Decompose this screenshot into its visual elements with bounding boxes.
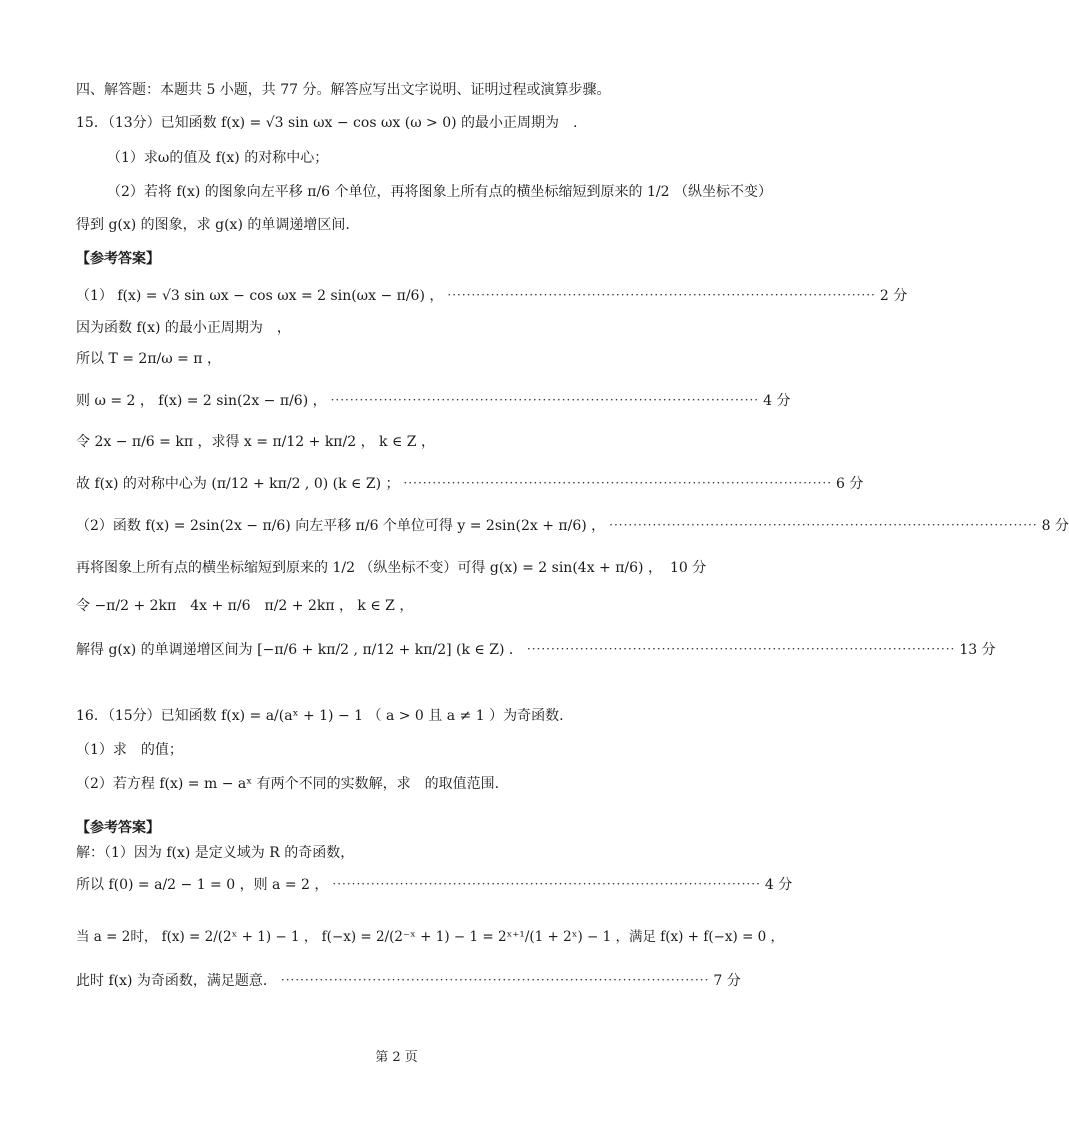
q16-stem: 16．（15分）已知函数 f(x) = a/(aˣ + 1) − 1 （ a > 0 且 a ≠ 1 ）为奇函数. (76, 708, 564, 724)
score: 4 分 (763, 393, 791, 409)
dot-leader: ························································································· (447, 288, 876, 302)
score: 4 分 (764, 877, 793, 893)
q15-part1: （1）求ω的值及 f(x) 的对称中心； (107, 150, 329, 166)
sol15-line4: 则 ω = 2 ， f(x) = 2 sin(2x − π/6) ， ························································································· 4 分 (76, 388, 690, 412)
sol15-line8: 再将图象上所有点的横坐标缩短到原来的 1/2 （纵坐标不变）可得 g(x) = 2 sin(4x + π/6) ， 10 分 (76, 555, 690, 579)
score: 13 分 (959, 642, 996, 658)
sol15-line9: 令 −π/2 + 2kπ 4x + π/6 π/2 + 2kπ ， k ∈ Z ， (76, 598, 414, 614)
dot-leader: ························································································· (609, 518, 1038, 532)
q16-part1: （1）求 的值； (76, 742, 183, 758)
answer-heading-15: 【参考答案】 (76, 251, 160, 267)
section-header: 四、解答题：本题共 5 小题，共 77 分。解答应写出文字说明、证明过程或演算步骤。 (76, 82, 611, 98)
dot-leader: ························································································· (403, 476, 833, 490)
sol15-line2: 因为函数 f(x) 的最小正周期为 ， (76, 320, 291, 336)
q15-stem: 15．（13分）已知函数 f(x) = √3 sin ωx − cos ωx (ω > 0) 的最小正周期为 . (76, 115, 578, 131)
dot-leader: ························································································· (332, 877, 761, 891)
sol16-line4: 此时 f(x) 为奇函数，满足题意． ························································································· 7 分 (76, 968, 690, 992)
sol15-line5: 令 2x − π/6 = kπ ，求得 x = π/12 + kπ/2 ， k ∈ Z ， (76, 434, 435, 450)
dot-leader: ························································································· (526, 642, 956, 656)
score: 2 分 (879, 288, 908, 304)
page-number: 第 2 页 (375, 1050, 418, 1065)
sol15-line1: （1） f(x) = √3 sin ωx − cos ωx = 2 sin(ωx − π/6) ， ························································································· 2 分 (76, 283, 690, 307)
answer-heading-16: 【参考答案】 (76, 820, 160, 836)
q15-part2a: （2）若将 f(x) 的图象向左平移 π/6 个单位，再将图象上所有点的横坐标缩短到原来的 1/2 （纵坐标不变） (107, 184, 772, 200)
score: 8 分 (1041, 518, 1069, 534)
score: 7 分 (713, 973, 741, 989)
sol16-line2: 所以 f(0) = a/2 − 1 = 0 ，则 a = 2 ， ························································································· 4 分 (76, 872, 690, 896)
sol15-line6: 故 f(x) 的对称中心为 (π/12 + kπ/2 , 0) (k ∈ Z) ； ························································································· 6 分 (76, 471, 690, 495)
sol15-line3: 所以 T = 2π/ω = π ， (76, 351, 221, 367)
sol15-line7: （2）函数 f(x) = 2sin(2x − π/6) 向左平移 π/6 个单位可得 y = 2sin(2x + π/6) ， ························································································· 8 分 (76, 513, 690, 537)
sol15-line10: 解得 g(x) 的单调递增区间为 [−π/6 + kπ/2 , π/12 + kπ/2] (k ∈ Z) ． ························································································· 13 分 (76, 637, 690, 661)
score: 10 分 (669, 560, 707, 576)
q15-part2b: 得到 g(x) 的图象，求 g(x) 的单调递增区间. (76, 217, 350, 233)
dot-leader: ························································································· (330, 393, 760, 407)
q16-part2: （2）若方程 f(x) = m − aˣ 有两个不同的实数解，求 的取值范围. (76, 776, 500, 792)
sol16-line3: 当 a = 2时， f(x) = 2/(2ˣ + 1) − 1 ， f(−x) = 2/(2⁻ˣ + 1) − 1 = 2ˣ⁺¹/(1 + 2ˣ) − 1 ，满足 f(x) + f(−x) = 0 ， (76, 929, 785, 945)
sol16-line1: 解：（1）因为 f(x) 是定义域为 R 的奇函数， (76, 845, 355, 861)
score: 6 分 (836, 476, 864, 492)
dot-leader: ························································································· (280, 973, 710, 987)
